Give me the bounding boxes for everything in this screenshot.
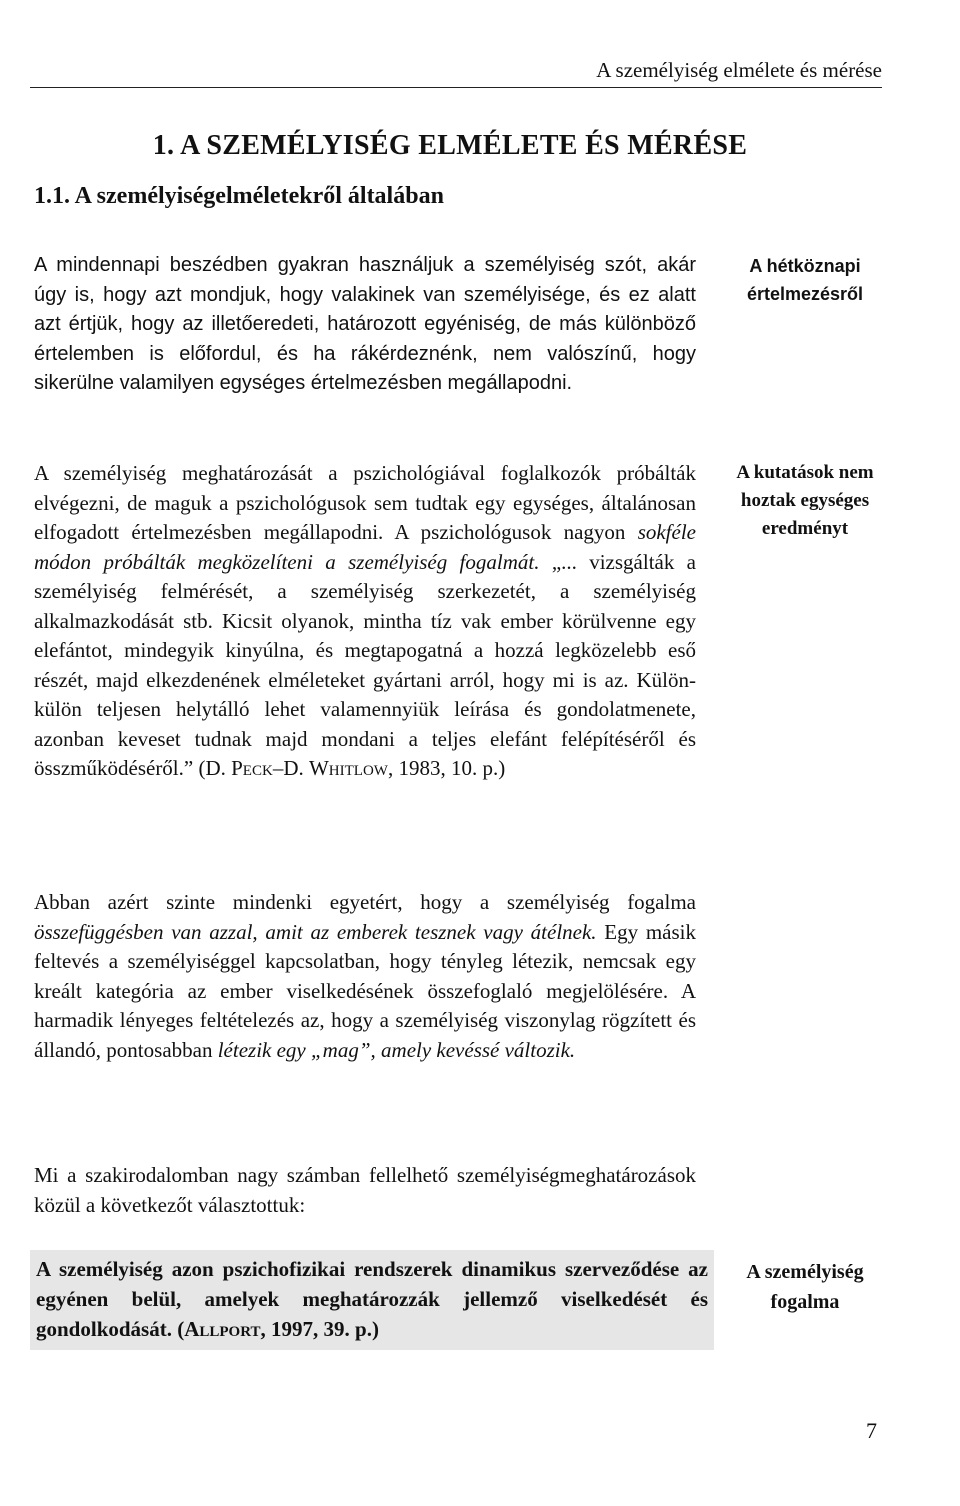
paragraph-2 <box>34 459 696 784</box>
paragraph-3-text-2: Egy másik feltevés a személyiséggel kapcsolatban, hogy tényleg létezik, nemcsak egy kreált kategória az ember viselkedésének összefoglaló megjelölésére. A harmadik lényeges feltételezés az, hogy a személyiség viszonylag rögzített és állandó, pontosabban <box>34 919 697 1062</box>
personality-definition-box <box>30 1250 714 1350</box>
paragraph-3 <box>34 888 696 1065</box>
margin-note-research-results: A kutatások nem hoztak egységes eredményt <box>736 462 874 539</box>
paragraph-1: A mindennapi beszédben gyakran használjuk a személyiség szót, akár úgy is, hogy azt mondjuk, hogy valakinek van személyisége, és ez alatt azt értjük, hogy az illetőeredeti, határozott egyéniség, de más különböző értelemben is előfordul, és ha rákérdeznénk, nem valószínű, hogy sikerülne valamilyen egységes értelmezésben megállapodni. <box>34 254 696 394</box>
citation-year-page: , 1983, 10. p.) <box>387 756 506 780</box>
paragraph-3-emphasis-1: összefüggésben van azzal, amit az emberek tesznek vagy átélnek. <box>34 919 597 944</box>
paragraph-2-emphasis: sokféle módon próbálták megközelíteni a személyiség fogalmát. <box>34 520 696 574</box>
citation-separator: –D. <box>272 756 309 780</box>
definition-citation: , 1997, 39. p.) <box>260 1317 379 1341</box>
paragraph-4: Mi a szakirodalomban nagy számban fellelhető személyiségmeghatározások közül a következőt választottuk: <box>34 1163 696 1217</box>
paragraph-3-text: Abban azért szinte mindenki egyetért, hogy a személyiség fogalma <box>34 890 696 914</box>
citation-author-peck: Peck <box>231 756 273 780</box>
running-header: A személyiség elmélete és mérése <box>30 58 882 88</box>
margin-note-everyday-interpretation: A hétköznapi értelmezésről <box>746 256 864 304</box>
page-number: 7 <box>866 1418 877 1443</box>
citation-author-whitlow: Whitlow <box>308 756 388 780</box>
citation-author-allport: Allport <box>184 1317 261 1341</box>
margin-note-personality-concept: A személyiség fogalma <box>746 1261 864 1313</box>
chapter-title: 1. A SZEMÉLYISÉG ELMÉLETE ÉS MÉRÉSE <box>152 130 748 161</box>
section-title: 1.1. A személyiségelméletekről általában <box>34 183 444 209</box>
definition-text: A személyiség azon pszichofizikai rendszerek dinamikus szerveződése az egyénen belül, amelyek meghatározzák jellemző viselkedését és gondolkodását. ( <box>36 1257 708 1341</box>
paragraph-2-text: A személyiség meghatározását a pszichológiával foglalkozók próbálták elvégezni, de maguk a pszichológusok sem tudtak egy egységes, általánosan elfogadott értelmezésben megállapodni. A pszichológusok nagyon <box>34 461 696 544</box>
paragraph-3-emphasis-2: létezik egy „mag”, amely kevéssé változik. <box>217 1037 576 1062</box>
paragraph-2-quote: „... vizsgálták a személyiség felmérését, a személyiség szerkezetét, a személyiség alkalmazkodását stb. Kicsit olyanok, mintha tíz vak ember körülvenne egy elefántot, mindegyik kinyúlna, és megtapogatná a hozzá legközelebb eső részét, majd elkezdenének elméleteket gyártani arról, hogy mi is az. Külön-külön teljesen helytálló lehet valamennyiük leírása és gondolatmenete, azonban keveset tudnak majd mondani a teljes elefánt felépítéséről és összműködéséről.” (D. <box>34 549 696 780</box>
